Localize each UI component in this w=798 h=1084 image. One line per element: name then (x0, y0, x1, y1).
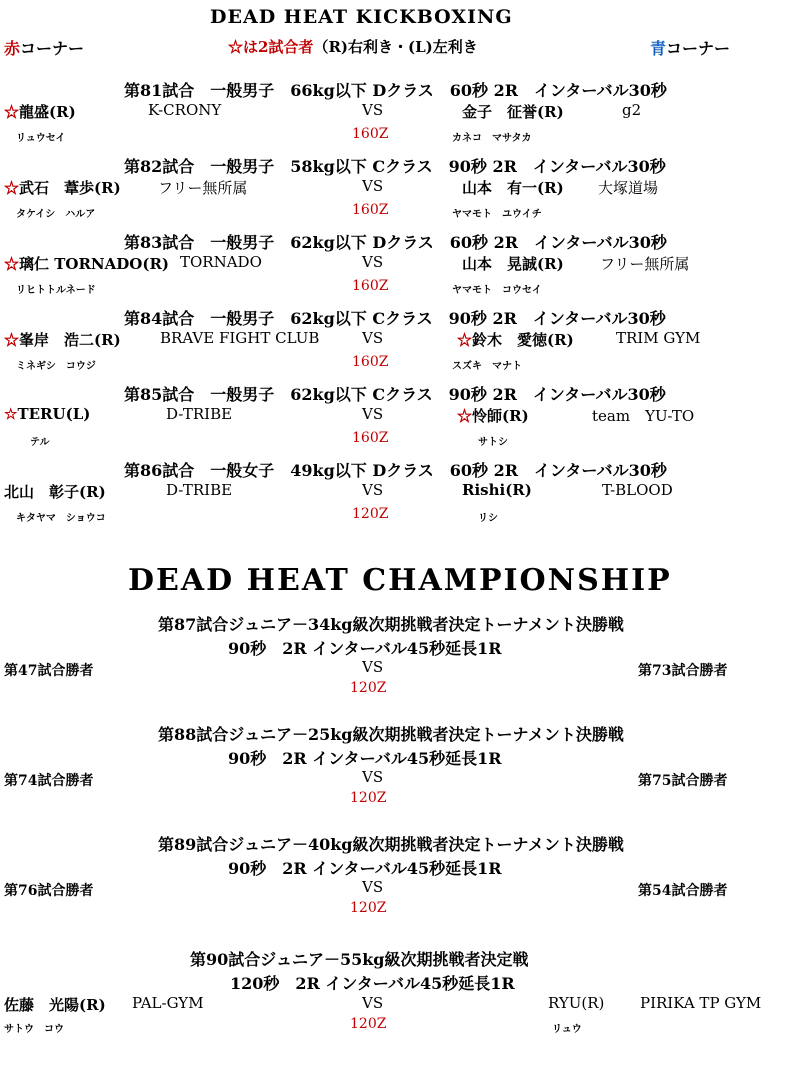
champ-header: 第87試合ジュニア－34kg級次期挑戦者決定トーナメント決勝戦 (158, 615, 624, 634)
blue-fighter (462, 101, 564, 122)
final-blue-kana: リュウ (552, 1024, 582, 1035)
champ-header: 第89試合ジュニア－40kg級次期挑戦者決定トーナメント決勝戦 (158, 835, 624, 854)
star-icon: ☆ (457, 407, 473, 425)
vs-label: VS (362, 177, 384, 195)
star-icon: ☆ (4, 331, 20, 349)
blue-fighter (457, 329, 574, 350)
blue-kana: リシ (478, 513, 498, 524)
red-kana: リュウセイ (16, 133, 66, 144)
star-icon: ☆ (4, 179, 20, 197)
vs-label: VS (362, 405, 384, 423)
hand-note: （R)右利き・(L)左利き (313, 38, 478, 56)
red-gym: BRAVE FIGHT CLUB (160, 329, 320, 347)
blue-fighter (462, 481, 532, 499)
final-vs: VS (362, 994, 384, 1012)
red-kana: テル (30, 437, 50, 448)
red-gym: D-TRIBE (166, 481, 233, 499)
red-corner-prefix: 赤 (4, 39, 21, 58)
final-blue-name: RYU(R) (548, 994, 605, 1012)
blue-corner-label (650, 36, 730, 59)
blue-gym: 大塚道場 (598, 179, 659, 197)
red-kana: ミネギシ コウジ (16, 361, 96, 372)
blue-winner: 第54試合勝者 (638, 883, 728, 899)
red-gym: K-CRONY (148, 101, 222, 119)
time-label: 160Z (352, 430, 389, 446)
time-label: 120Z (350, 680, 387, 696)
final-red-name: 佐藤 光陽(R) (4, 996, 106, 1014)
blue-kana: サトシ (478, 437, 508, 448)
vs-label: VS (362, 253, 384, 271)
time-label: 160Z (352, 202, 389, 218)
red-winner: 第47試合勝者 (4, 663, 94, 679)
blue-kana: スズキ マナト (452, 361, 522, 372)
blue-gym: T-BLOOD (602, 481, 673, 499)
champ-rules: 90秒 2R インターバル45秒延長1R (228, 639, 502, 658)
red-gym: D-TRIBE (166, 405, 233, 423)
vs-label: VS (362, 101, 384, 119)
red-fighter (4, 253, 169, 274)
blue-fighter-name: 怜師(R) (472, 407, 529, 425)
blue-fighter-name: 金子 征誉(R) (462, 103, 564, 121)
red-corner-label (4, 36, 84, 59)
blue-fighter (462, 253, 564, 274)
legend-notes (228, 36, 478, 57)
final-blue-gym: PIRIKA TP GYM (640, 994, 762, 1012)
time-label: 120Z (350, 900, 387, 916)
red-fighter (4, 405, 90, 423)
red-fighter (4, 481, 106, 502)
red-corner-suffix: コーナー (20, 39, 85, 58)
red-fighter-name: 龍盛(R) (19, 103, 76, 121)
blue-kana: カネコ マサタカ (452, 133, 532, 144)
champ-header: 第88試合ジュニア－25kg級次期挑戦者決定トーナメント決勝戦 (158, 725, 624, 744)
final-red-kana: サトウ コウ (4, 1024, 64, 1035)
vs-label: VS (362, 768, 384, 786)
bout-header: 第84試合 一般男子 62kg以下 Cクラス 90秒 2R インターバル30秒 (124, 309, 666, 328)
red-gym: TORNADO (180, 253, 262, 271)
vs-label: VS (362, 329, 384, 347)
bout-header: 第83試合 一般男子 62kg以下 Dクラス 60秒 2R インターバル30秒 (124, 233, 667, 252)
bout-header: 第86試合 一般女子 49kg以下 Dクラス 60秒 2R インターバル30秒 (124, 461, 667, 480)
red-fighter-name: 璃仁 TORNADO(R) (19, 255, 170, 273)
blue-gym: フリー無所属 (600, 255, 690, 273)
blue-fighter-name: 山本 有一(R) (462, 179, 564, 197)
time-label: 160Z (352, 354, 389, 370)
red-fighter (4, 177, 121, 198)
blue-corner-prefix: 青 (650, 39, 667, 58)
final-time: 120Z (350, 1016, 387, 1032)
bout-header: 第85試合 一般男子 62kg以下 Cクラス 90秒 2R インターバル30秒 (124, 385, 666, 404)
red-fighter-name: 峯岸 浩二(R) (19, 331, 121, 349)
blue-winner: 第73試合勝者 (638, 663, 728, 679)
star-icon: ☆ (4, 255, 20, 273)
champ-rules: 90秒 2R インターバル45秒延長1R (228, 859, 502, 878)
blue-winner: 第75試合勝者 (638, 773, 728, 789)
blue-gym: TRIM GYM (616, 329, 701, 347)
time-label: 160Z (352, 278, 389, 294)
blue-gym: team YU-TO (592, 407, 695, 425)
blue-fighter-name: 山本 晃誠(R) (462, 255, 564, 273)
blue-kana: ヤマモト コウセイ (452, 285, 542, 296)
red-gym: フリー無所属 (158, 179, 248, 197)
red-kana: タケイシ ハルア (16, 209, 96, 220)
time-label: 120Z (350, 790, 387, 806)
red-fighter-name: 武石 葦歩(R) (19, 179, 121, 197)
vs-label: VS (362, 878, 384, 896)
red-fighter (4, 329, 121, 350)
red-fighter (4, 101, 76, 122)
star-icon: ☆ (457, 331, 473, 349)
blue-corner-suffix: コーナー (666, 39, 731, 58)
champ-rules: 90秒 2R インターバル45秒延長1R (228, 749, 502, 768)
bout-header: 第82試合 一般男子 58kg以下 Cクラス 90秒 2R インターバル30秒 (124, 157, 666, 176)
star-icon: ☆ (4, 103, 20, 121)
time-label: 160Z (352, 126, 389, 142)
final-header: 第90試合ジュニア－55kg級次期挑戦者決定戦 (190, 950, 529, 969)
vs-label: VS (362, 658, 384, 676)
final-red-gym: PAL-GYM (132, 994, 204, 1012)
red-winner: 第76試合勝者 (4, 883, 94, 899)
blue-fighter (462, 177, 564, 198)
red-fighter-name: 北山 彰子(R) (4, 483, 106, 501)
blue-fighter-name: Rishi(R) (462, 481, 532, 499)
vs-label: VS (362, 481, 384, 499)
red-kana: リヒトトルネード (16, 285, 96, 296)
bout-header: 第81試合 一般男子 66kg以下 Dクラス 60秒 2R インターバル30秒 (124, 81, 667, 100)
blue-fighter-name: 鈴木 愛徳(R) (472, 331, 574, 349)
star-note: ☆は2試合者 (228, 38, 314, 56)
championship-title: DEAD HEAT CHAMPIONSHIP (128, 563, 672, 598)
blue-kana: ヤマモト ユウイチ (452, 209, 542, 220)
final-rules: 120秒 2R インターバル45秒延長1R (230, 974, 515, 993)
page-title: DEAD HEAT KICKBOXING (210, 6, 513, 28)
time-label: 120Z (352, 506, 389, 522)
blue-fighter (457, 405, 529, 426)
red-fighter-name: TERU(L) (17, 405, 91, 423)
red-winner: 第74試合勝者 (4, 773, 94, 789)
blue-gym: g2 (622, 101, 642, 119)
red-kana: キタヤマ ショウコ (16, 513, 106, 524)
star-icon: ☆ (4, 405, 18, 423)
